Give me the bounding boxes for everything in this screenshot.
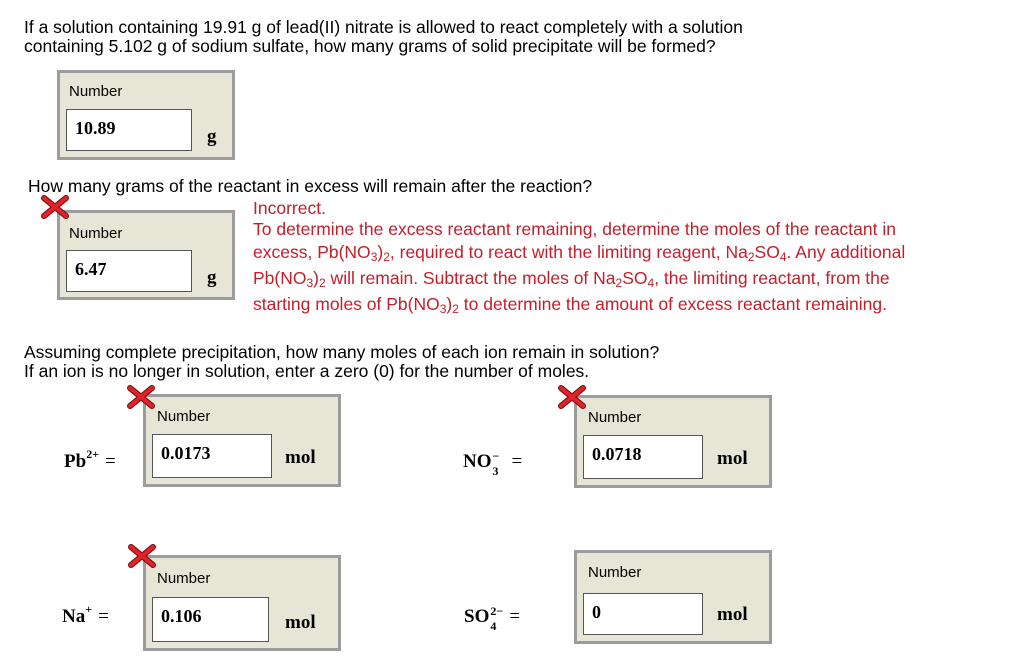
feedback-line2: excess, $Pb(NO_3)_2$, required to react with the limiting reagent, $Na_2SO_4$. Any additional — [253, 242, 906, 264]
unit-label: g — [207, 267, 217, 288]
feedback-incorrect — [253, 197, 905, 317]
unit-label: mol — [285, 612, 316, 633]
ion-label-pb: $Pb^{2+}$ = — [64, 447, 116, 472]
incorrect-x-icon — [557, 384, 587, 410]
question2-text: How many grams of the reactant in excess will remain after the reaction? — [28, 176, 593, 196]
ion-label-na: Na+ = — [62, 602, 109, 627]
answer-panel-na — [143, 555, 341, 651]
feedback-title: Incorrect. — [253, 198, 326, 218]
question1-line1: If a solution containing 19.91 g of lead(II) nitrate is allowed to react completely with a solution — [24, 17, 743, 37]
unit-label: g — [207, 126, 217, 147]
so4-moles-input[interactable]: 0 — [583, 593, 703, 635]
feedback-line1: To determine the excess reactant remaining, determine the moles of the reactant in — [253, 219, 896, 239]
answer-panel-so4 — [574, 550, 772, 644]
number-label: Number — [588, 409, 642, 426]
number-label: Number — [588, 564, 642, 581]
feedback-line4: starting moles of $Pb(NO_3)_2$ to determine the amount of excess reactant remaining. — [253, 294, 887, 316]
answer-panel-excess — [57, 210, 235, 300]
feedback-line3: $Pb(NO_3)_2$ will remain. Subtract the moles of $Na_2SO_4$, the limiting reactant, from the — [253, 268, 890, 290]
number-label: Number — [69, 83, 123, 100]
ion-label-so4: SO 2− 4 = — [464, 604, 521, 633]
ion-label-no3: NO − 3 = — [463, 449, 523, 478]
incorrect-x-icon — [40, 194, 70, 220]
number-label: Number — [157, 570, 211, 587]
precipitate-mass-input[interactable]: 10.89 — [66, 109, 192, 151]
question1-line2: containing 5.102 g of sodium sulfate, how many grams of solid precipitate will be formed? — [24, 36, 716, 56]
answer-panel-no3 — [574, 395, 772, 488]
na-moles-input[interactable]: 0.106 — [152, 597, 269, 642]
question3-line1: Assuming complete precipitation, how many moles of each ion remain in solution? — [24, 342, 660, 362]
number-label: Number — [157, 408, 211, 425]
number-label: Number — [69, 225, 123, 242]
unit-label: mol — [285, 447, 316, 468]
incorrect-x-icon — [126, 384, 156, 410]
answer-panel-pb — [143, 394, 341, 487]
pb-moles-input[interactable]: 0.0173 — [152, 434, 272, 478]
answer-panel-precipitate — [57, 70, 235, 160]
excess-mass-input[interactable]: 6.47 — [66, 250, 192, 292]
question3-line2: If an ion is no longer in solution, enter a zero (0) for the number of moles. — [24, 361, 590, 381]
incorrect-x-icon — [127, 543, 157, 569]
unit-label: mol — [717, 604, 748, 625]
no3-moles-input[interactable]: 0.0718 — [583, 435, 703, 479]
unit-label: mol — [717, 448, 748, 469]
